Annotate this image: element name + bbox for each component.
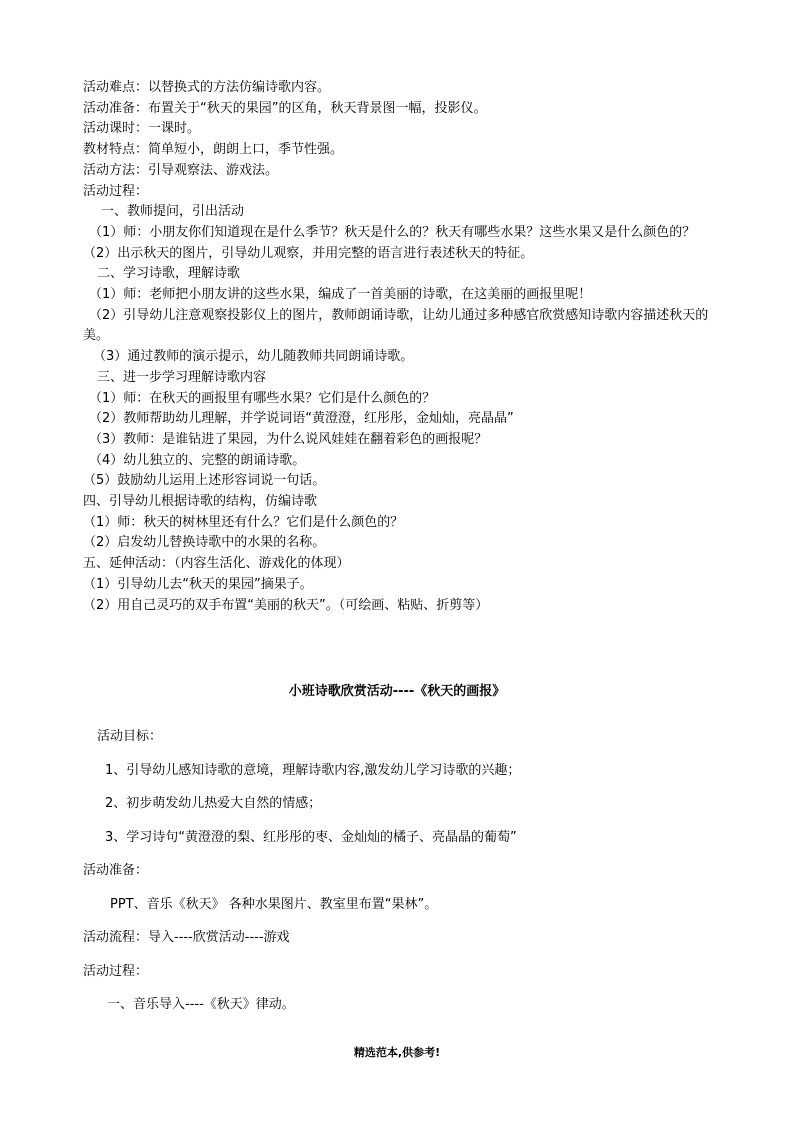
goal-3: 3、学习诗句“黄澄澄的梨、红彤彤的枣、金灿灿的橘子、亮晶晶的葡萄” — [105, 829, 517, 845]
music-intro-line: 一、音乐导入----《秋天》律动。 — [107, 997, 295, 1012]
process-heading: 活动过程： — [83, 183, 149, 199]
step-2-item-1: （1）师：老师把小朋友讲的这些水果，编成了一首美丽的诗歌，在这美丽的画报里呢！ — [89, 287, 592, 303]
step-3-item-2: （2）教师帮助幼儿理解，并学说词语“黄澄澄，红彤彤，金灿灿，亮晶晶” — [89, 411, 514, 427]
lesson-title: 小班诗歌欣赏活动----《秋天的画报》 — [288, 684, 506, 699]
step-1-item-2: （2）出示秋天的图片，引导幼儿观察，并用完整的语言进行表述秋天的特征。 — [83, 245, 534, 261]
step-3-item-4: （4）幼儿独立的、完整的朗诵诗歌。 — [89, 452, 306, 468]
step-2-item-3: （3）通过教师的演示提示，幼儿随教师共同朗诵诗歌。 — [93, 349, 414, 365]
step-3-item-1: （1）师：在秋天的画报里有哪些水果？它们是什么颜色的？ — [89, 390, 436, 406]
material-features-line: 教材特点：简单短小，朗朗上口，季节性强。 — [83, 142, 344, 158]
preparation-content: PPT、音乐《秋天》 各种水果图片、教室里布置“果林”。 — [110, 896, 438, 912]
goal-2: 2、初步萌发幼儿热爱大自然的情感； — [105, 796, 322, 811]
step-4-heading: 四、引导幼儿根据诗歌的结构，仿编诗歌 — [83, 494, 318, 510]
step-5-item-1: （1）引导幼儿去“秋天的果园”摘果子。 — [83, 576, 313, 592]
step-5-item-2: （2）用自己灵巧的双手布置“美丽的秋天”。（可绘画、粘贴、折剪等） — [83, 597, 489, 613]
lesson-plan-section — [83, 728, 715, 1030]
step-1-item-1: （1）师：小朋友你们知道现在是什么季节？秋天是什么的？秋天有哪些水果？这些水果又是什么颜色的？ — [89, 224, 696, 240]
step-2-heading: 二、学习诗歌，理解诗歌 — [97, 266, 241, 282]
flow-line: 活动流程：导入----欣赏活动----游戏 — [83, 930, 290, 945]
goals-heading: 活动目标： — [97, 729, 163, 744]
process-heading-2: 活动过程： — [83, 963, 149, 979]
step-2-item-2: （2）引导幼儿注意观察投影仪上的图片，教师朗诵诗歌，让幼儿通过多种感官欣赏感知诗歌内容描述秋天的美。 — [83, 307, 709, 344]
step-3-item-5: （5）鼓励幼儿运用上述形容词说一句话。 — [83, 473, 326, 489]
preparation-line: 活动准备：布置关于“秋天的果园”的区角，秋天背景图一幅，投影仪。 — [83, 100, 487, 116]
methods-line: 活动方法：引导观察法、游戏法。 — [83, 162, 279, 178]
class-hours-line: 活动课时：一课时。 — [83, 121, 201, 137]
step-4-item-1: （1）师：秋天的树林里还有什么？它们是什么颜色的？ — [83, 514, 404, 530]
step-4-item-2: （2）启发幼儿替换诗歌中的水果的名称。 — [83, 535, 326, 551]
difficulty-line: 活动难点：以替换式的方法仿编诗歌内容。 — [83, 80, 331, 95]
page-footer: 精选范本,供参考! — [353, 1046, 441, 1059]
activity-plan-section — [83, 78, 715, 616]
step-5-heading: 五、延伸活动：（内容生活化、游戏化的体现） — [83, 556, 350, 572]
preparation-heading: 活动准备： — [83, 863, 149, 878]
goal-1: 1、引导幼儿感知诗歌的意境，理解诗歌内容,激发幼儿学习诗歌的兴趣； — [105, 762, 521, 778]
step-1-heading: 一、教师提问，引出活动 — [101, 204, 245, 220]
step-3-heading: 三、进一步学习理解诗歌内容 — [97, 369, 267, 385]
step-3-item-3: （3）教师：是谁钻进了果园，为什么说风娃娃在翻着彩色的画报呢？ — [89, 431, 488, 447]
